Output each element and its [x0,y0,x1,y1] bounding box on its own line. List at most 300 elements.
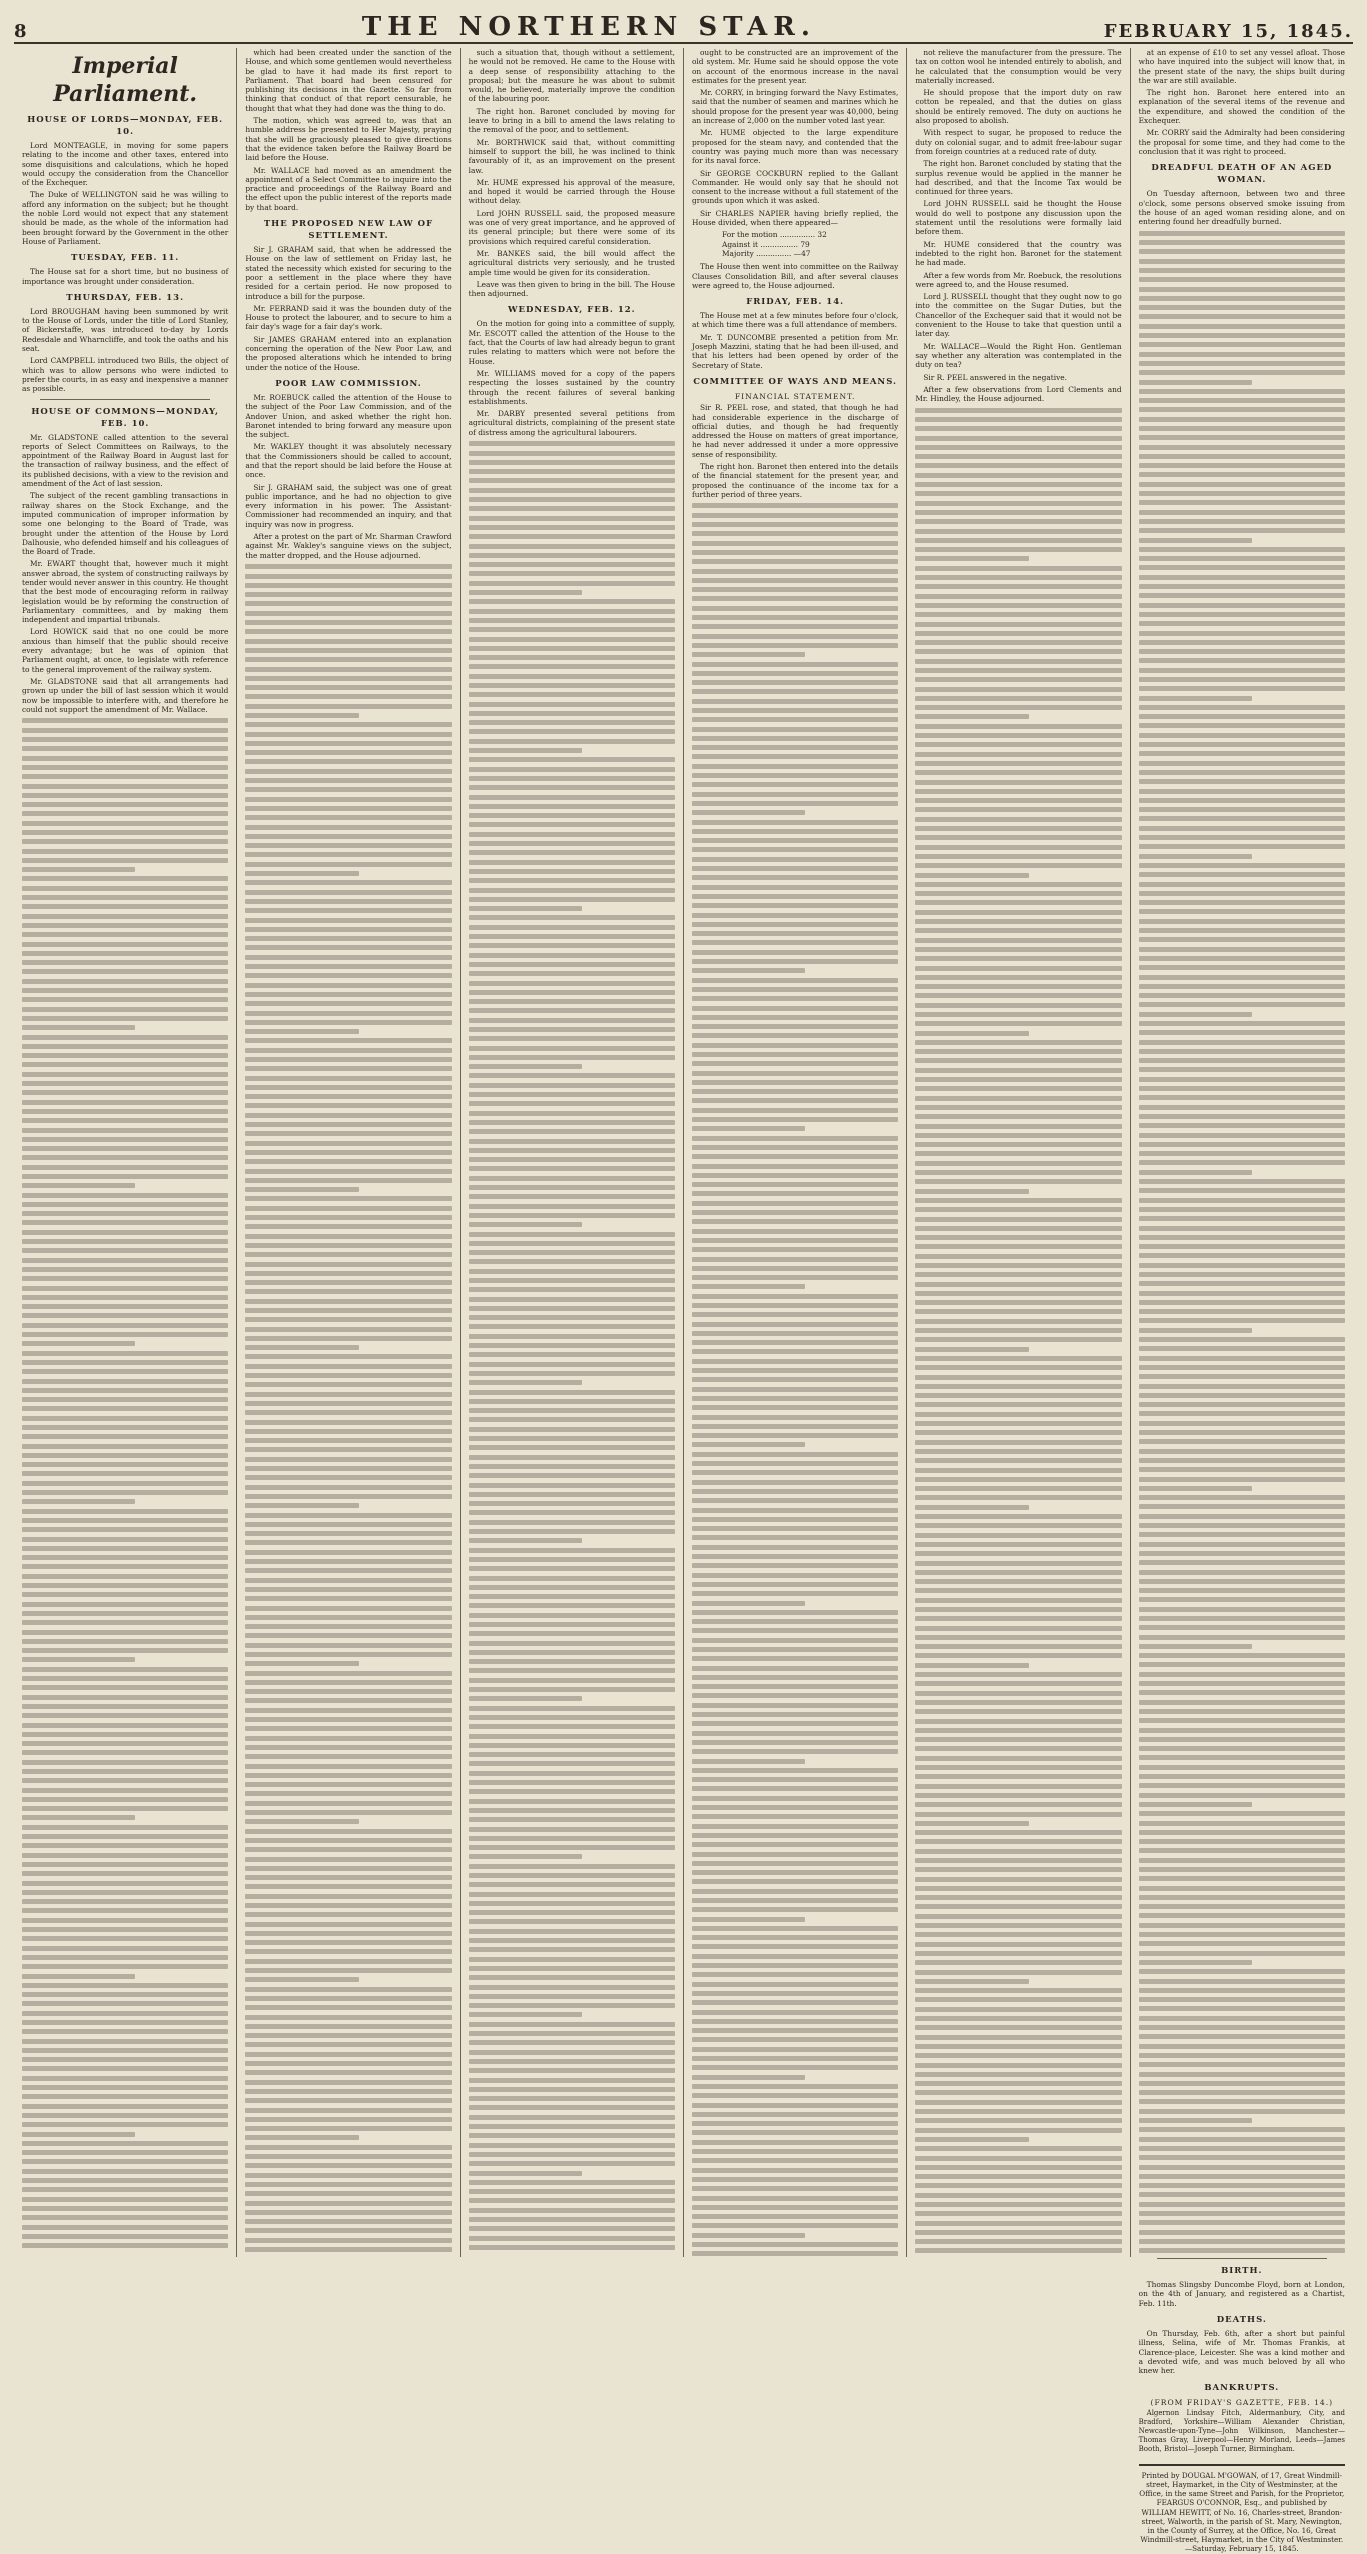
column-6 [1131,48,1353,2554]
text-line [469,1771,675,1776]
text-line [245,1475,451,1480]
paragraph: Mr. WILLIAMS moved for a copy of the papers respecting the losses sustained by the country through the recent failures of several banking establishments. [468,368,675,406]
paragraph: The right hon. Baronet concluded by moving for leave to bring in a bill to amend the laws relating to the removal of the poor, and to settlement. [468,106,675,135]
text-line [692,1405,898,1410]
text-line [245,667,451,672]
text-line [22,839,228,844]
text-line [692,1554,898,1559]
text-line [692,1461,898,1466]
text-line [1139,1700,1345,1705]
text-line [692,1703,898,1708]
text-line [245,1568,451,1573]
subhead: BANKRUPTS. [1204,2382,1280,2393]
text-line [245,732,451,737]
text-line [692,913,898,918]
text-line [245,657,451,662]
text-line [469,590,582,595]
text-line [1139,891,1345,896]
text-line [692,2223,898,2228]
text-line [915,1291,1121,1296]
text-line [915,575,1121,580]
text-line [915,845,1121,850]
text-line [245,1968,451,1973]
text-line [915,910,1121,915]
text-line [22,914,228,919]
text-line [692,1266,898,1271]
text-line [22,1025,135,1030]
text-line [692,1182,898,1187]
paragraph: Lord J. RUSSELL thought that they ought now to go into the committee on the Sugar Duties, but the Chancellor of the Exchequer said that it would not be convenient to the House to take that question until a later day. [915,292,1122,339]
text-line [1139,1514,1345,1519]
text-line [469,1520,675,1525]
text-line [692,1824,898,1829]
text-line [22,1072,228,1077]
text-line [915,1198,1121,1203]
text-line [245,2052,451,2057]
text-line [915,473,1121,478]
text-line [1139,1198,1345,1203]
text-line [915,584,1121,589]
text-line [692,1759,805,1764]
text-line [1139,2183,1345,2188]
text-line [915,1263,1121,1268]
text-line [245,1652,451,1657]
text-line [469,953,675,958]
text-line [245,601,451,606]
text-line [22,1416,228,1421]
text-line [22,1620,228,1625]
text-line [245,1280,451,1285]
paragraph: The subject of the recent gambling transactions in railway shares on the Stock Exchange, and the imputed communication of improper information by some one belonging to the Board of Trade, was brought under the attention of the House by Lord Dalhousie, who defended himself and his colleagues of the Board of Trade. [22,491,229,557]
text-line [469,506,675,511]
text-line [692,838,898,843]
text-line [245,1457,451,1462]
text-line [245,1122,451,1127]
text-line [1139,528,1345,533]
text-line [1139,668,1345,673]
paragraph: Mr. GLADSTONE called attention to the several reports of Select Committees on Railways, to the appointment of the Railway Board in August last for the transaction of railway business, and the effect of its published decisions, with a view to the revision and amendment of the Act of last session. [22,432,229,489]
text-line [245,1903,451,1908]
text-line [469,1882,675,1887]
text-line [469,1501,675,1506]
text-line [245,1791,451,1796]
text-line [245,964,451,969]
text-line [915,454,1121,459]
text-line [1139,872,1345,877]
text-line [1139,268,1345,273]
text-line [245,1996,451,2001]
text-line [1139,1532,1345,1537]
text-line [915,1282,1121,1287]
text-line [469,1148,675,1153]
text-line [915,1626,1121,1631]
text-line [469,1659,675,1664]
text-line [1139,407,1345,412]
text-line [692,2177,898,2182]
text-line [915,807,1121,812]
text-line [245,694,451,699]
text-line [245,834,451,839]
text-line [915,519,1121,524]
text-line [692,1424,898,1429]
text-line [1139,1765,1345,1770]
text-line [1139,1244,1345,1249]
text-line [1139,352,1345,357]
text-line [469,1362,675,1367]
text-line [915,975,1121,980]
text-line [245,2015,451,2020]
subhead: POOR LAW COMMISSION. [275,378,422,389]
text-line [22,793,228,798]
text-line [1139,1728,1345,1733]
text-line [1139,900,1345,905]
text-line [469,1510,675,1515]
text-line [22,1667,228,1672]
text-line [692,662,898,667]
text-line [915,1756,1121,1761]
text-line [915,705,1121,710]
text-line [692,2084,898,2089]
text-line [1139,1458,1345,1463]
division-against: Against it ................ 79 [721,239,810,249]
text-line [692,1693,898,1698]
text-line [915,1114,1121,1119]
text-line [915,1551,1121,1556]
text-line [1139,1923,1345,1928]
text-line [469,2040,675,2045]
text-line [1139,1653,1345,1658]
text-line [692,922,898,927]
text-line [692,1991,898,1996]
text-line [915,445,1121,450]
text-line [1139,1365,1345,1370]
paragraph: Lord JOHN RUSSELL said he thought the House would do well to postpone any discussion upon the statement until the resolutions were formally laid before them. [915,199,1122,237]
text-line [915,1588,1121,1593]
text-line [915,817,1121,822]
text-line [22,1369,228,1374]
text-line [915,1579,1121,1584]
text-line [1139,2062,1345,2067]
text-line [915,659,1121,664]
paragraph: On the motion for going into a committee of supply, Mr. ESCOTT called the attention of the House to the fact, that the Courts of law had already begun to grant rules relating to matters which were not before the House. [468,319,675,366]
text-line [22,1471,228,1476]
text-line [915,1142,1121,1147]
text-line [22,1351,228,1356]
text-line [915,1244,1121,1249]
text-line [22,2225,228,2230]
text-line [22,942,228,947]
text-line [1139,1207,1345,1212]
text-line [915,1616,1121,1621]
text-line [1139,844,1345,849]
text-line [469,1092,675,1097]
text-line [1139,1848,1345,1853]
text-line [22,1304,228,1309]
text-line [245,1187,358,1192]
text-line [245,2210,451,2215]
text-line [22,1434,228,1439]
text-line [915,2202,1121,2207]
text-line [692,801,898,806]
text-line [469,2078,675,2083]
text-line [692,931,898,936]
text-line [692,1442,805,1447]
text-line [692,1415,898,1420]
text-line [915,1858,1121,1863]
text-line [692,2037,898,2042]
text-line [245,1633,451,1638]
text-line [692,569,898,574]
text-line [245,1085,451,1090]
text-line [245,1875,451,1880]
text-line [469,1046,675,1051]
text-line [1139,1384,1345,1389]
text-line [22,1323,228,1328]
text-line [692,1303,898,1308]
paragraph: Lord CAMPBELL introduced two Bills, the object of which was to allow persons who were indicted to prefer the courts, in as easy and inexpensive a manner as possible. [22,356,229,394]
text-line [245,1587,451,1592]
text-line [692,1879,898,1884]
text-line [915,1096,1121,1101]
text-line [469,478,675,483]
text-line [469,618,675,623]
text-line [469,2152,675,2157]
text-line [245,2070,451,2075]
text-line [915,1635,1121,1640]
text-line [692,1331,898,1336]
paragraph: Sir R. PEEL rose, and stated, that though he had had considerable experience in the discharge of official duties, and though he had frequently addressed the House on matters of great importance, he had never addressed it under a more oppressive sense of responsibility. [691,403,899,459]
text-line [469,1204,675,1209]
text-line [915,2081,1121,2086]
text-line [469,1278,675,1283]
text-line [1139,2137,1345,2142]
text-line [469,757,675,762]
text-line [469,1390,675,1395]
text-line [692,810,805,815]
text-line [915,1421,1121,1426]
text-line [22,1602,228,1607]
text-line [245,843,451,848]
paragraph: Sir R. PEEL answered in the negative. [923,372,1067,382]
text-line [469,1724,675,1729]
text-line [245,1485,451,1490]
text-line [692,1656,898,1661]
text-line [1139,1393,1345,1398]
paragraph: Lord BROUGHAM having been summoned by writ to the House of Lords, under the title of Lord Stanley, of Bickerstaffe, was introduced to-day by Lords Redesdale and Wharncliffe, and took the oaths and his seat. [22,306,229,354]
text-line [915,1904,1121,1909]
text-line [469,2171,582,2176]
text-line [1139,1095,1345,1100]
text-line [22,1044,228,1049]
text-line [469,2096,675,2101]
text-line [915,1607,1121,1612]
text-line [915,1533,1121,1538]
text-line [245,1308,451,1313]
paragraph: The right hon. Baronet here entered into an explanation of the several items of the revenue and the expenditure, and showed the condition of the Exchequer. [1138,88,1345,126]
text-line [915,798,1121,803]
text-line [915,1068,1121,1073]
text-line [245,1336,451,1341]
text-line [1139,1021,1345,1026]
text-line [245,564,451,569]
text-line [469,897,675,902]
text-line [915,928,1121,933]
text-line [22,2150,228,2155]
text-line [1139,2072,1345,2077]
text-line [245,676,451,681]
paragraph: The right hon. Baronet then entered into the details of the financial statement for the present year, and proposed the continuance of the income tax for a further period of three years. [691,461,899,499]
text-line [22,1825,228,1830]
text-line [915,547,1121,552]
paragraph: Mr. HUME considered that the country was indebted to the right hon. Baronet for the statement he had made. [915,239,1122,268]
text-line [469,1576,675,1581]
text-line [915,1012,1121,1017]
text-line [1139,2016,1345,2021]
text-line [1139,1672,1345,1677]
text-line [692,1982,898,1987]
text-line [22,1258,228,1263]
text-line [1139,333,1345,338]
text-line [915,2063,1121,2068]
text-line [22,2001,228,2006]
text-line [1139,1635,1345,1640]
text-line [245,1020,451,1025]
text-line [245,927,451,932]
text-line [245,1624,451,1629]
subhead: BIRTH. [1221,2266,1263,2277]
text-line [22,1574,228,1579]
text-line [1139,510,1345,515]
text-line [469,1492,675,1497]
text-line [22,1220,228,1225]
text-line [245,2080,451,2085]
text-line [22,1332,228,1337]
text-line [915,752,1121,757]
text-line [469,2087,675,2092]
text-line [1139,324,1345,329]
text-line [245,2191,451,2196]
text-line [915,1997,1121,2002]
text-line [469,804,675,809]
text-line [22,2178,228,2183]
text-line [22,1778,228,1783]
text-line [22,1406,228,1411]
text-line [692,1396,898,1401]
text-line [22,2057,228,2062]
text-line [469,1194,675,1199]
text-line [1139,993,1345,998]
text-line [469,1250,675,1255]
text-line [1139,1328,1252,1333]
paragraph: On Thursday, Feb. 6th, after a short but painful illness, Selina, wife of Mr. Thomas Frankis, at Clarence-place, Leicester. She was a kind mother and a devoted wife, and was much beloved by all who knew her. [1138,2329,1345,2376]
text-line [915,966,1121,971]
divider [40,399,210,400]
text-line [22,1425,228,1430]
text-line [245,769,451,774]
paragraph: Lord JOHN RUSSELL said, the proposed measure was one of very great importance, and he approved of its general principle; but there were some of its provisions which required careful consideration. [468,208,675,246]
text-line [1139,2174,1345,2179]
bankrupts-list: Algernon Lindsay Fitch, Aldermanbury, City, and Bradford, Yorkshire—William Alexander Christian, Newcastle-upon-Tyne—John Wilkinson, Manchester—Thomas Gray, Liverpool—Henry Morland, Leeds—James Booth, Bristol—Joseph Turner, Birmingham. [1138,2408,1345,2453]
text-line [469,2068,675,2073]
text-line [915,408,1121,413]
text-line [1139,1588,1345,1593]
text-line [692,829,898,834]
text-line [245,1382,451,1387]
text-line [469,1687,675,1692]
text-line [1139,1486,1252,1491]
paragraph: With respect to sugar, he proposed to reduce the duty on colonial sugar, and to admit free-labour sugar from foreign countries at a reduced rate of duty. [915,128,1122,156]
text-line [469,488,675,493]
text-line [1139,1123,1345,1128]
text-line [469,1380,582,1385]
text-line [1139,1755,1345,1760]
text-line [915,1151,1121,1156]
text-line [469,1947,675,1952]
column-1 [14,48,237,2257]
text-line [469,1613,675,1618]
text-line [915,1031,1028,1036]
printer-imprint: Printed by DOUGAL M'GOWAN, of 17, Great Windmill-street, Haymarket, in the City of Westminster, at the Office, in the same Street and Parish, for the Proprietor, FEARGUS O'CONNOR, Esq., and published by WILLIAM HEWITT, of No. 16, Charles-street, Brandon-street, Walworth, in the parish of St. Mary, Newington, in the County of Surrey, at the Office, No. 16, Great Windmill-street, Haymarket, in the City of Westminster.—Saturday, February 15, 1845. [1139,2464,1345,2554]
text-line [915,1254,1121,1259]
text-line [469,1650,675,1655]
text-line [1139,705,1345,710]
text-line [469,822,675,827]
text-line [22,1137,228,1142]
text-line [245,1299,451,1304]
paragraph: Mr. WALLACE—Would the Right Hon. Gentleman say whether any alteration was contemplated in the duty on tea? [915,341,1122,370]
text-line [245,1689,451,1694]
text-line [22,1239,228,1244]
text-line [1139,2118,1252,2123]
text-line [692,2186,898,2191]
text-line [469,748,582,753]
text-line [22,2066,228,2071]
text-line [692,1359,898,1364]
text-line [22,1499,135,1504]
text-line [1139,380,1252,385]
text-line [915,1495,1121,1500]
text-line [1139,1309,1345,1314]
text-line [692,2168,898,2173]
text-line [1139,2081,1345,2086]
text-line [22,1750,228,1755]
text-line [915,417,1121,422]
text-line [915,1375,1121,1380]
text-line [469,1603,675,1608]
text-line [469,1269,675,1274]
text-line [915,1086,1121,1091]
text-line [22,923,228,928]
text-line [469,739,675,744]
text-line [1139,723,1345,728]
text-line [915,1672,1121,1677]
text-line [692,847,898,852]
text-line [245,1438,451,1443]
paragraph: Mr. FERRAND said it was the bounden duty of the House to protect the labourer, and to secure to him a fair day's wage for a fair day's work. [245,303,452,332]
text-line [469,1873,675,1878]
text-line [1139,1941,1345,1946]
text-line [692,2233,805,2238]
text-line [692,866,898,871]
text-line [469,1436,675,1441]
text-line [692,1117,898,1122]
text-line [22,1518,228,1523]
text-line [22,821,228,826]
text-line [469,1055,675,1060]
text-line [1139,733,1345,738]
text-line [22,1964,228,1969]
paragraph: Thomas Slingsby Duncombe Floyd, born at London, on the 4th of January, and registered as a Chartist, Feb. 11th. [1138,2280,1345,2308]
